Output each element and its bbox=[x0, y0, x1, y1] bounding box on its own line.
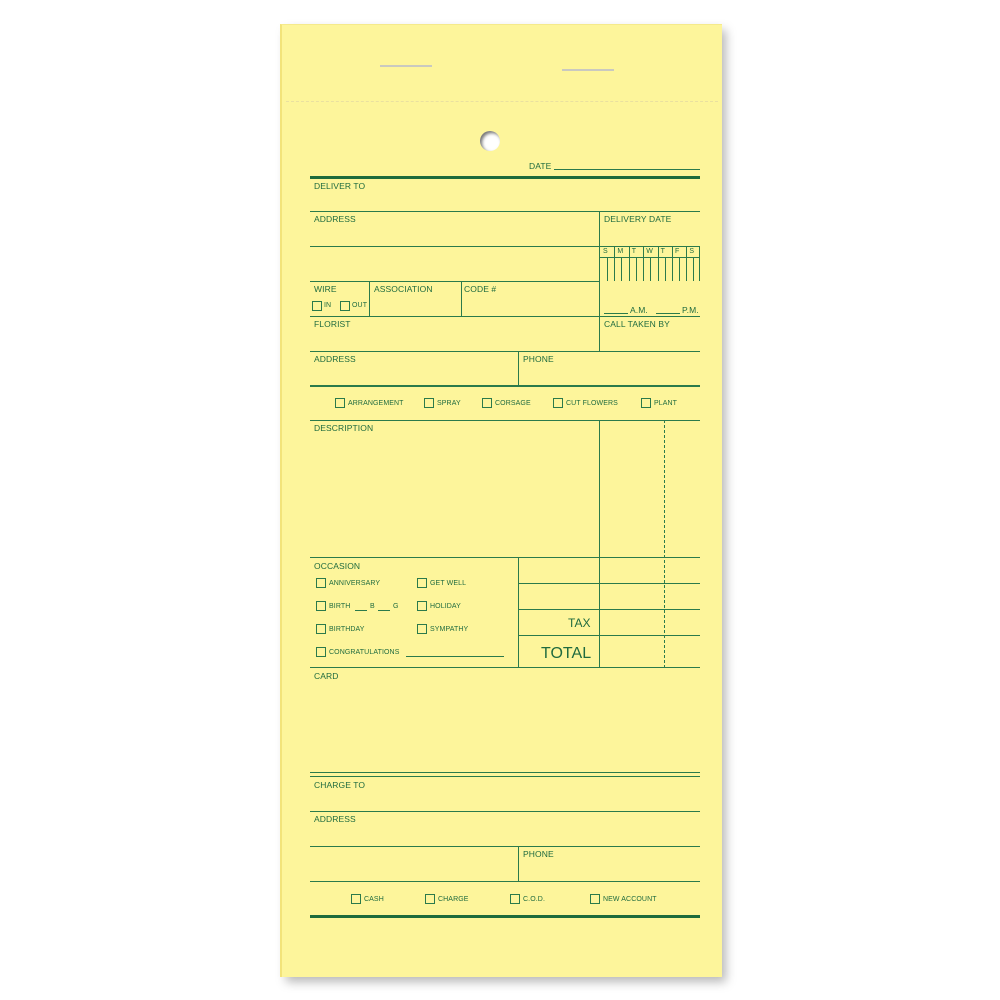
deliver-to-field[interactable] bbox=[310, 211, 700, 212]
type-checkbox-corsage[interactable] bbox=[482, 398, 492, 408]
card-bottom-2 bbox=[310, 776, 700, 777]
other-occasion-field[interactable] bbox=[406, 656, 504, 657]
delivery-date-label: DELIVERY DATE bbox=[604, 214, 672, 224]
description-label: DESCRIPTION bbox=[314, 423, 374, 433]
weekday-label: W bbox=[646, 248, 653, 255]
holiday-checkbox[interactable] bbox=[417, 601, 427, 611]
weekday-divider bbox=[629, 246, 630, 281]
wire-out-checkbox[interactable] bbox=[340, 301, 350, 311]
payment-checkbox-cash[interactable] bbox=[351, 894, 361, 904]
get-well-checkbox[interactable] bbox=[417, 578, 427, 588]
weekday-divider bbox=[643, 246, 644, 281]
phone-divider bbox=[518, 351, 519, 386]
charge-to-field[interactable] bbox=[310, 811, 700, 812]
birth-b-field[interactable] bbox=[355, 610, 367, 611]
wire-label: WIRE bbox=[314, 284, 337, 294]
weekday-tick bbox=[650, 258, 651, 281]
florist-phone-label: PHONE bbox=[523, 354, 554, 364]
weekday-label: T bbox=[631, 248, 637, 255]
punch-hole bbox=[480, 131, 500, 151]
charge-phone-bottom bbox=[310, 881, 700, 882]
tax-label: TAX bbox=[568, 616, 591, 630]
florist-address-label: ADDRESS bbox=[314, 354, 356, 364]
wire-row-bottom bbox=[310, 316, 700, 317]
weekday-tick bbox=[693, 258, 694, 281]
charge-phone-divider bbox=[518, 846, 519, 881]
birth-label: BIRTH bbox=[329, 603, 351, 610]
staple-mark bbox=[380, 65, 432, 67]
association-divider bbox=[461, 281, 462, 316]
florist-order-form bbox=[280, 24, 722, 977]
weekday-grid-mid bbox=[599, 257, 700, 258]
congratulations-checkbox[interactable] bbox=[316, 647, 326, 657]
price-line-1 bbox=[518, 583, 700, 584]
occasion-label: OCCASION bbox=[314, 561, 361, 571]
payment-checkbox-new-account[interactable] bbox=[590, 894, 600, 904]
payment-checkbox-c-o-d-[interactable] bbox=[510, 894, 520, 904]
weekday-divider bbox=[672, 246, 673, 281]
wire-in-checkbox[interactable] bbox=[312, 301, 322, 311]
weekday-label: M bbox=[617, 248, 624, 255]
weekday-label: S bbox=[603, 248, 608, 255]
weekday-tick bbox=[679, 258, 680, 281]
total-label: TOTAL bbox=[541, 645, 592, 662]
anniversary-label: ANNIVERSARY bbox=[329, 580, 381, 587]
anniversary-checkbox[interactable] bbox=[316, 578, 326, 588]
wire-out-label: OUT bbox=[352, 302, 368, 309]
wire-divider bbox=[369, 281, 370, 316]
congratulations-label: CONGRATULATIONS bbox=[329, 649, 400, 656]
birth-g-label: G bbox=[393, 603, 399, 610]
sympathy-checkbox[interactable] bbox=[417, 624, 427, 634]
occasion-divider bbox=[518, 557, 519, 668]
type-label: PLANT bbox=[654, 400, 678, 407]
birth-b-label: B bbox=[370, 603, 375, 610]
description-bottom bbox=[310, 557, 700, 558]
price-line-2 bbox=[518, 609, 700, 610]
weekday-label: S bbox=[689, 248, 695, 255]
birthday-label: BIRTHDAY bbox=[329, 626, 365, 633]
charge-address-line[interactable] bbox=[310, 846, 700, 847]
am-field[interactable] bbox=[604, 313, 628, 314]
payment-label: NEW ACCOUNT bbox=[603, 896, 657, 903]
weekday-tick bbox=[636, 258, 637, 281]
weekday-label: F bbox=[675, 248, 680, 255]
charge-phone-label: PHONE bbox=[523, 849, 554, 859]
call-taken-by-label: CALL TAKEN BY bbox=[604, 319, 670, 329]
pm-label: P.M. bbox=[682, 305, 699, 315]
florist-address-bottom bbox=[310, 385, 700, 387]
association-label: ASSOCIATION bbox=[374, 284, 433, 294]
weekday-grid-right bbox=[699, 246, 700, 281]
type-label: CUT FLOWERS bbox=[566, 400, 618, 407]
code-label: CODE # bbox=[464, 284, 497, 294]
sympathy-label: SYMPATHY bbox=[430, 626, 469, 633]
payment-label: C.O.D. bbox=[523, 896, 545, 903]
am-label: A.M. bbox=[630, 305, 648, 315]
weekday-label: T bbox=[660, 248, 665, 255]
bottom-rule bbox=[310, 915, 700, 918]
type-label: ARRANGEMENT bbox=[348, 400, 404, 407]
birth-checkbox[interactable] bbox=[316, 601, 326, 611]
payment-label: CASH bbox=[364, 896, 384, 903]
weekday-divider bbox=[686, 246, 687, 281]
tax-line bbox=[518, 635, 700, 636]
payment-checkbox-charge[interactable] bbox=[425, 894, 435, 904]
pm-field[interactable] bbox=[656, 313, 680, 314]
holiday-label: HOLIDAY bbox=[430, 603, 461, 610]
right-column-divider bbox=[599, 211, 600, 351]
price-column-divider bbox=[599, 420, 600, 668]
card-bottom-1 bbox=[310, 772, 700, 773]
address-line-2[interactable] bbox=[310, 281, 599, 282]
charge-to-label: CHARGE TO bbox=[314, 780, 366, 790]
address-line-1[interactable] bbox=[310, 246, 599, 247]
cents-divider bbox=[664, 420, 665, 668]
weekday-tick bbox=[665, 258, 666, 281]
date-field[interactable] bbox=[554, 169, 700, 170]
weekday-divider bbox=[614, 246, 615, 281]
occasion-bottom bbox=[310, 667, 700, 668]
staple-mark bbox=[562, 69, 614, 71]
weekday-divider bbox=[658, 246, 659, 281]
birth-g-field[interactable] bbox=[378, 610, 390, 611]
get-well-label: GET WELL bbox=[430, 580, 467, 587]
address-label: ADDRESS bbox=[314, 214, 356, 224]
charge-address-label: ADDRESS bbox=[314, 814, 356, 824]
type-label: SPRAY bbox=[437, 400, 461, 407]
type-checkbox-arrangement[interactable] bbox=[335, 398, 345, 408]
type-checkbox-plant[interactable] bbox=[641, 398, 651, 408]
perforation-line bbox=[286, 101, 718, 102]
date-label: DATE bbox=[529, 161, 552, 171]
florist-label: FLORIST bbox=[314, 319, 351, 329]
type-label: CORSAGE bbox=[495, 400, 531, 407]
deliver-to-label: DELIVER TO bbox=[314, 181, 366, 191]
wire-in-label: IN bbox=[324, 302, 332, 309]
top-rule bbox=[310, 176, 700, 179]
type-checkbox-spray[interactable] bbox=[424, 398, 434, 408]
weekday-tick bbox=[607, 258, 608, 281]
type-row-bottom bbox=[310, 420, 700, 421]
card-label: CARD bbox=[314, 671, 339, 681]
weekday-tick bbox=[621, 258, 622, 281]
type-checkbox-cut-flowers[interactable] bbox=[553, 398, 563, 408]
birthday-checkbox[interactable] bbox=[316, 624, 326, 634]
florist-row-bottom bbox=[310, 351, 700, 352]
payment-label: CHARGE bbox=[438, 896, 469, 903]
